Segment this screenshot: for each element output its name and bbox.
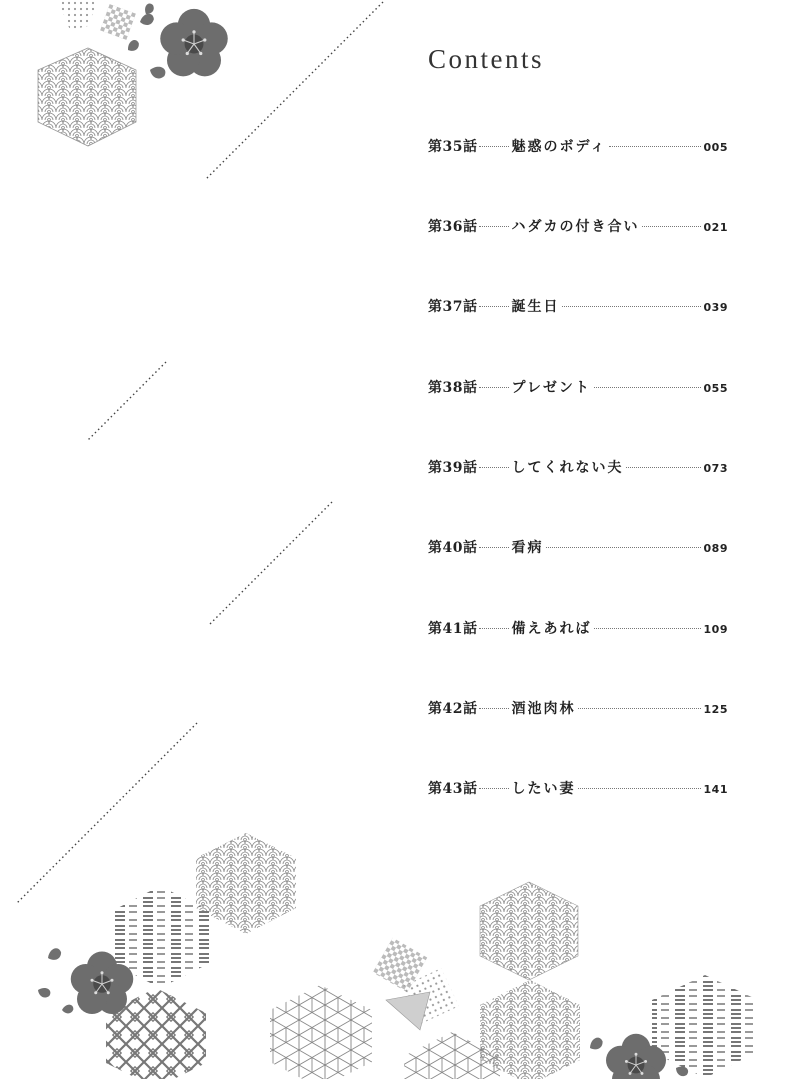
toc-entry[interactable] <box>428 778 728 802</box>
toc-entry[interactable] <box>428 537 728 561</box>
dot-leader <box>479 547 509 548</box>
chapter-label: 第43話 <box>428 781 478 797</box>
dot-leader <box>578 788 700 789</box>
chapter-title: 備えあれば <box>511 621 592 637</box>
chapter-title: ハダカの付き合い <box>511 219 640 235</box>
toc-entry[interactable] <box>428 377 728 401</box>
toc-entry[interactable] <box>428 698 728 722</box>
top-left-ornament <box>38 0 228 146</box>
dot-leader <box>479 708 509 709</box>
chapter-label: 第37話 <box>428 299 478 315</box>
dot-leader <box>479 387 509 388</box>
toc-entry[interactable] <box>428 457 728 481</box>
page-number: 073 <box>703 462 728 475</box>
dot-leader <box>479 226 509 227</box>
chapter-label: 第36話 <box>428 219 478 235</box>
dot-leader <box>479 628 509 629</box>
page-number: 039 <box>703 301 728 314</box>
page-number: 089 <box>703 542 728 555</box>
toc-entry[interactable] <box>428 618 728 642</box>
page-number: 109 <box>703 623 728 636</box>
dot-leader <box>594 387 701 388</box>
dot-leader <box>479 306 509 307</box>
chapter-label: 第38話 <box>428 380 478 396</box>
dot-leader <box>609 146 700 147</box>
toc-entry[interactable] <box>428 136 728 160</box>
dot-leader <box>546 547 700 548</box>
chapter-label: 第41話 <box>428 621 478 637</box>
toc-entry[interactable] <box>428 296 728 320</box>
chapter-title: 誕生日 <box>511 299 560 315</box>
dot-leader <box>479 146 509 147</box>
page-number: 005 <box>703 141 728 154</box>
dot-leader <box>479 467 509 468</box>
dot-leader <box>479 788 509 789</box>
contents-title: Contents <box>428 44 545 74</box>
chapter-title: 看病 <box>511 540 544 556</box>
chapter-label: 第40話 <box>428 540 478 556</box>
chapter-label: 第42話 <box>428 701 478 717</box>
chapter-label: 第39話 <box>428 460 478 476</box>
chapter-label: 第35話 <box>428 139 478 155</box>
page-number: 141 <box>703 783 728 796</box>
page-number: 055 <box>703 382 728 395</box>
bottom-ornament <box>36 833 758 1079</box>
page-number: 021 <box>703 221 728 234</box>
chapter-title: 酒池肉林 <box>511 701 576 717</box>
toc-entry[interactable] <box>428 216 728 240</box>
chapter-title: したい妻 <box>511 781 576 797</box>
chapter-title: プレゼント <box>511 380 591 396</box>
dot-leader <box>642 226 700 227</box>
dot-leader <box>626 467 700 468</box>
dot-leader <box>578 708 700 709</box>
dot-leader <box>594 628 700 629</box>
page-number: 125 <box>703 703 728 716</box>
chapter-title: 魅惑のボディ <box>511 139 607 155</box>
chapter-title: してくれない夫 <box>511 460 624 476</box>
dot-leader <box>562 306 700 307</box>
